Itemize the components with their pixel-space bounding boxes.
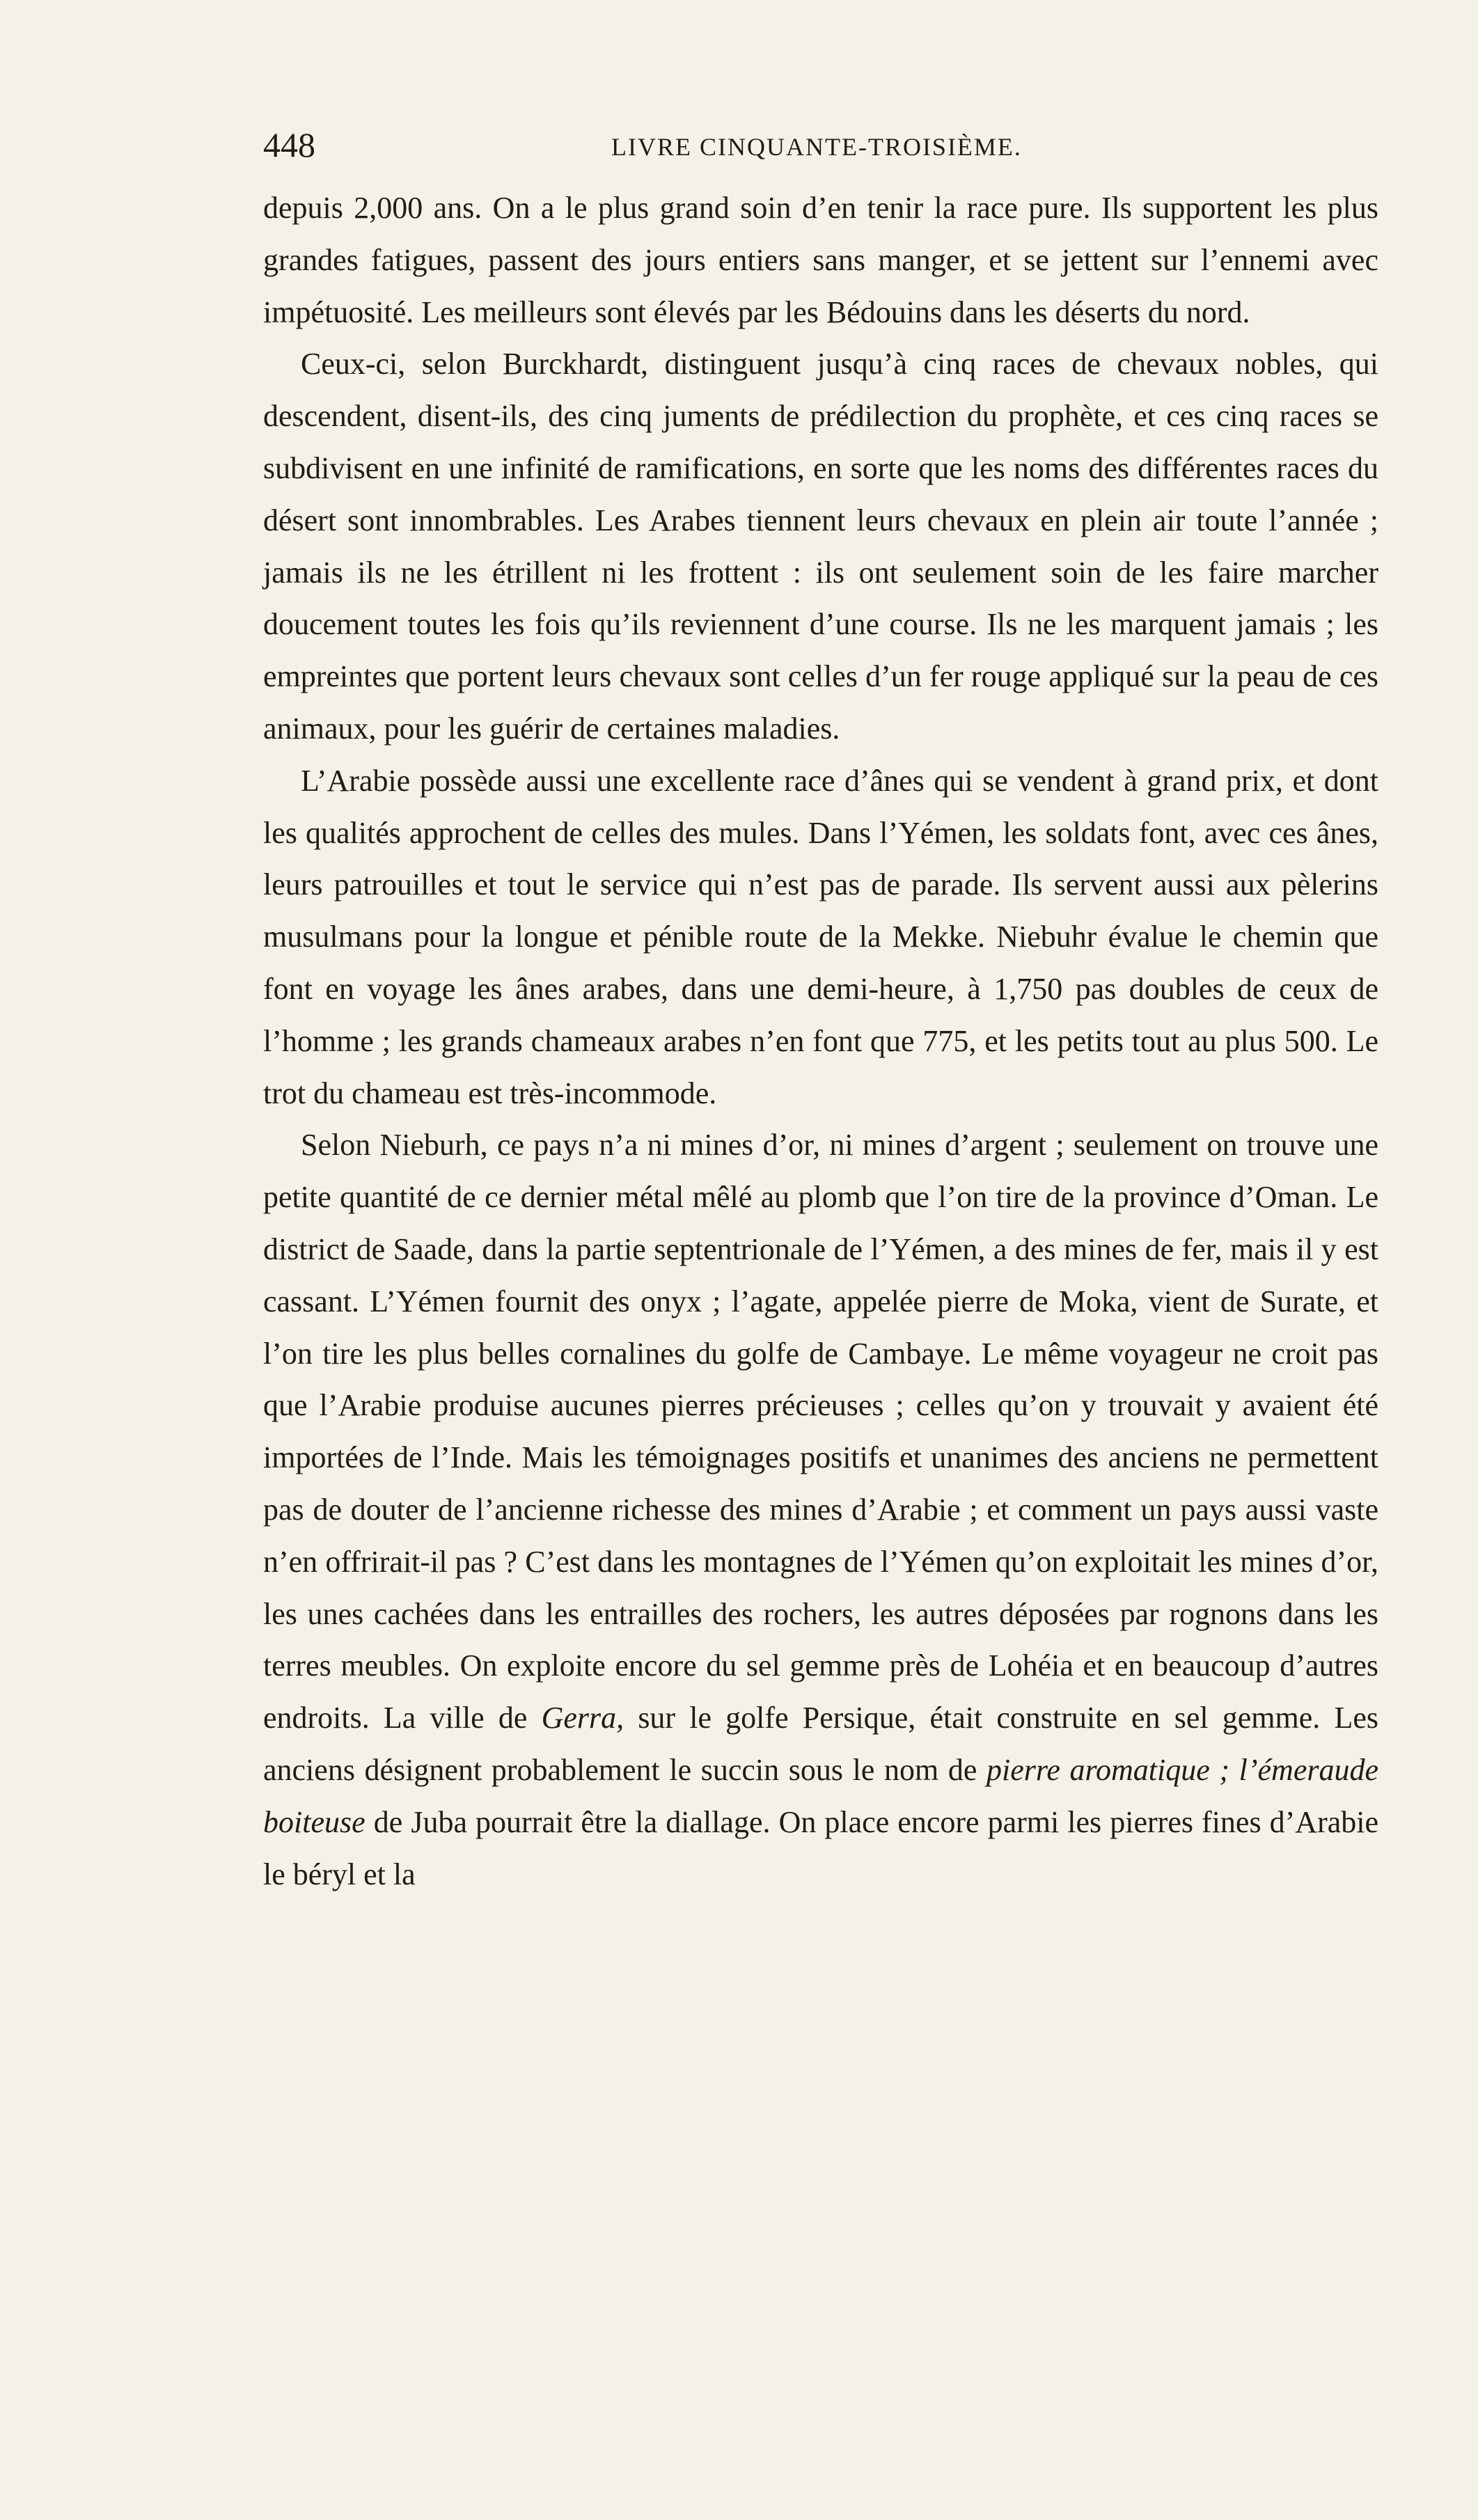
paragraph-bedouin-horses: Ceux-ci, selon Burckhardt, distinguent jusqu’à cinq races de chevaux nobles, qui descendent, disent-ils, des cinq juments de prédilection du prophète, et ces cinq races se subdivisent en une infinité de ramifications, en sorte que les noms des différentes races du désert sont innombrables. Les Arabes tiennent leurs chevaux en plein air toute l’année ; jamais ils ne les étrillent ni les frottent : ils ont seulement soin de les faire marcher doucement toutes les fois qu’ils reviennent d’une course. Ils ne les marquent jamais ; les empreintes que portent leurs chevaux sont celles d’un fer rouge appliqué sur la peau de ces animaux, pour les guérir de certaines maladies. — [263, 347, 1378, 746]
paragraph-horses-continued: depuis 2,000 ans. On a le plus grand soin d’en tenir la race pure. Ils supportent les plus grandes fatigues, passent des jours entiers sans manger, et se jettent sur l’ennemi avec impétuosité. Les meilleurs sont élevés par les Bédouins dans les déserts du nord. — [263, 191, 1378, 329]
paragraph-donkeys: L’Arabie possède aussi une excellente race d’ânes qui se vendent à grand prix, et dont les qualités approchent de celles des mules. Dans l’Yémen, les soldats font, avec ces ânes, leurs patrouilles et tout le service qui n’est pas de parade. Ils servent aussi aux pèlerins musulmans pour la longue et pénible route de la Mekke. Niebuhr évalue le chemin que font en voyage les ânes arabes, dans une demi-heure, à 1,750 pas doubles de ceux de l’homme ; les grands chameaux arabes n’en font que 775, et les petits tout au plus 500. Le trot du chameau est très-incommode. — [263, 763, 1378, 1110]
paragraph-mines — [263, 1119, 1378, 1900]
page-number: 448 — [263, 125, 315, 164]
mines-text-b: sur le golfe Persique, était construite en sel gemme. Les anciens désignent probablement le succin sous le nom de — [263, 1701, 1378, 1787]
body-text — [263, 182, 1378, 1900]
italic-gerra: Gerra, — [541, 1701, 624, 1735]
running-head — [263, 124, 1387, 166]
running-title: LIVRE CINQUANTE-TROISIÈME. — [611, 133, 1022, 161]
mines-text-c: de Juba pourrait être la diallage. On place encore parmi les pierres fines d’Arabie le béryl et la — [263, 1804, 1379, 1891]
mines-text-a: Selon Nieburh, ce pays n’a ni mines d’or, ni mines d’argent ; seulement on trouve une petite quantité de ce dernier métal mêlé au plomb que l’on tire de la province d’Oman. Le district de Saade, dans la partie septentrionale de l’Yémen, a des mines de fer, mais il y est cassant. L’Yémen fournit des onyx ; l’agate, appelée pierre de Moka, vient de Surate, et l’on tire les plus belles cornalines du golfe de Cambaye. Le même voyageur ne croit pas que l’Arabie produise aucunes pierres précieuses ; celles qu’on y trouvait y avaient été importées de l’Inde. Mais les témoignages positifs et unanimes des anciens ne permettent pas de douter de l’ancienne richesse des mines d’Arabie ; et comment un pays aussi vaste n’en offrirait-il pas ? C’est dans les montagnes de l’Yémen qu’on exploitait les mines d’or, les unes cachées dans les entrailles des rochers, les autres déposées par rognons dans les terres meubles. On exploite encore du sel gemme près de Lohéia et en beaucoup d’autres endroits. La ville de — [263, 1128, 1378, 1735]
italic-stone-names: pierre aromatique ; l’émeraude boiteuse — [263, 1752, 1379, 1839]
